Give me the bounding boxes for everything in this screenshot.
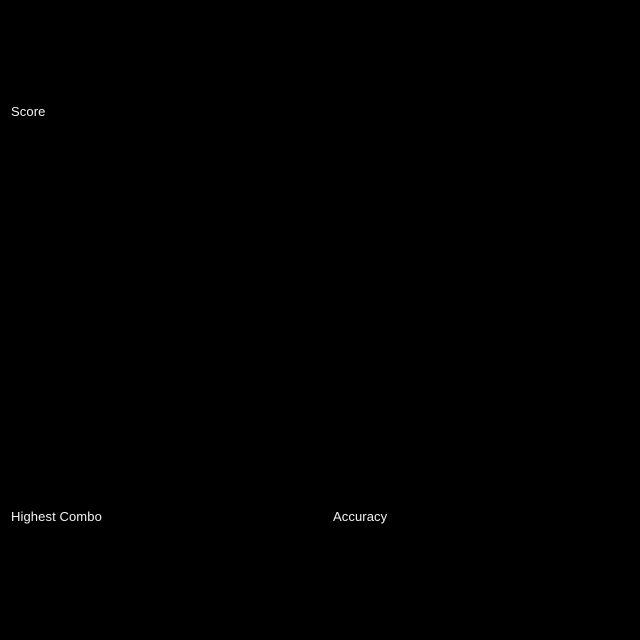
- highest-combo-label: Highest Combo: [11, 509, 102, 524]
- accuracy-label: Accuracy: [333, 509, 388, 524]
- score-label: Score: [11, 104, 46, 119]
